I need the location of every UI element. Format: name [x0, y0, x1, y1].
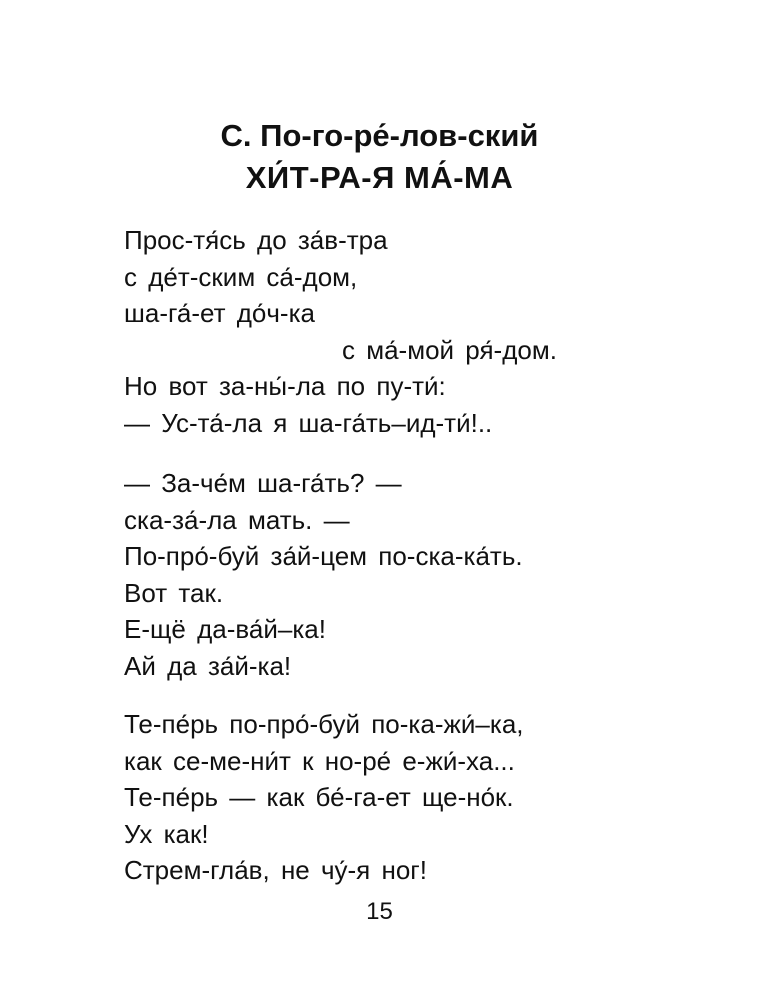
poem-line: с ма́-мой ря́-дом.: [342, 334, 557, 365]
poem-line: Е-щё да-ва́й–ка!: [124, 614, 326, 644]
poem-line: ска-за́-ла мать. —: [124, 504, 350, 535]
poem-line: Вот так.: [124, 577, 224, 608]
poem-line: Ай да за́й-ка!: [124, 650, 292, 681]
poem-line: Стрем-гла́в, не чу́-я ног!: [124, 855, 428, 885]
stanza-1: [124, 222, 624, 441]
poem-line: ша-га́-ет до́ч-ка: [124, 298, 315, 328]
poem-author: С. По-го-ре́-лов-ский: [220, 118, 539, 153]
poem-title: ХИ́Т-РА-Я МА́-МА: [245, 160, 514, 195]
poem-line: как се-ме-ни́т к но-ре́ е-жи́-ха...: [124, 745, 515, 776]
poem-line: Но вот за-ны́-ла по пу-ти́:: [124, 371, 446, 401]
poem-line: — Ус-та́-ла я ша-га́ть–ид-ти́!..: [124, 407, 493, 438]
page-number: 15: [366, 898, 393, 925]
poem-line: По-про́-буй за́й-цем по-ска-ка́ть.: [124, 541, 523, 571]
poem-line: Те-пе́рь по-про́-буй по-ка-жи́–ка,: [124, 709, 524, 739]
poem-line: с де́т-ским са́-дом,: [124, 261, 358, 292]
poem-line: Те-пе́рь — как бе́-га-ет ще-но́к.: [124, 782, 514, 812]
stanza-2: [124, 465, 624, 684]
poem-line: — За-че́м ша-га́ть? —: [124, 468, 402, 498]
poem-line: Прос-тя́сь до за́в-тра: [124, 225, 388, 255]
poem-line: Ух как!: [124, 818, 209, 849]
stanza-3: [124, 706, 624, 889]
